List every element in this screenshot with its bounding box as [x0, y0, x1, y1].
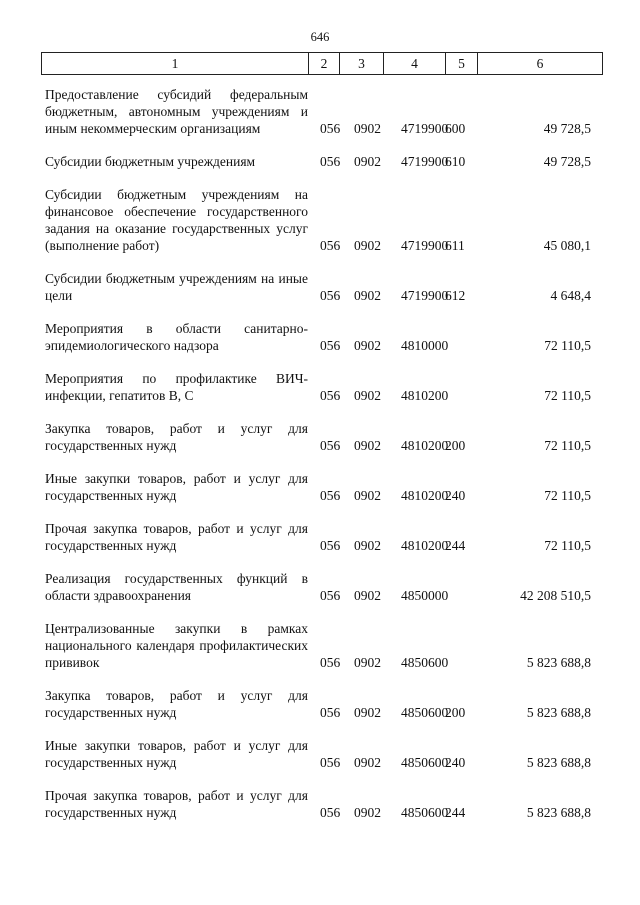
row-amount: 72 110,5 — [544, 438, 591, 453]
row-description: Предоставление субсидий федеральным бюджетным, автономным учреждениям и иным некоммерческим организациям — [45, 87, 308, 136]
table-row — [41, 86, 603, 137]
row-code-expense-type: 611 — [445, 238, 465, 253]
table-row — [41, 370, 603, 404]
row-code-target: 4850600 — [401, 705, 449, 720]
row-code-target: 4850600 — [401, 805, 449, 820]
row-code-target: 4719900 — [401, 154, 449, 169]
row-code-expense-type: 244 — [445, 805, 466, 820]
row-code-section: 0902 — [354, 154, 381, 169]
table-row — [41, 787, 603, 821]
row-code-target: 4810200 — [401, 438, 449, 453]
table-row — [41, 320, 603, 354]
row-code-target: 4719900 — [401, 288, 449, 303]
row-amount: 4 648,4 — [550, 288, 591, 303]
row-code-admin: 056 — [320, 288, 341, 303]
table-row — [41, 186, 603, 254]
row-amount: 5 823 688,8 — [526, 705, 591, 720]
header-col-6: 6 — [536, 56, 544, 71]
row-code-section: 0902 — [354, 288, 381, 303]
row-amount: 5 823 688,8 — [526, 755, 591, 770]
page-number: 646 — [310, 30, 330, 44]
header-col-4: 4 — [384, 53, 446, 74]
row-code-admin: 056 — [320, 655, 341, 670]
row-amount: 45 080,1 — [543, 238, 591, 253]
table-row — [41, 270, 603, 304]
row-description: Мероприятия в области санитарно-эпидемиологического надзора — [45, 321, 308, 353]
row-description: Закупка товаров, работ и услуг для государственных нужд — [45, 421, 308, 453]
row-code-section: 0902 — [354, 438, 381, 453]
header-col-5: 5 — [446, 53, 478, 74]
row-code-expense-type: 600 — [445, 121, 466, 136]
row-amount: 5 823 688,8 — [526, 655, 591, 670]
row-code-expense-type: 612 — [445, 288, 466, 303]
row-code-section: 0902 — [354, 238, 381, 253]
row-code-admin: 056 — [320, 705, 341, 720]
table-header — [41, 52, 603, 75]
row-description: Реализация государственных функций в области здравоохранения — [45, 571, 308, 603]
row-code-expense-type: 610 — [445, 154, 466, 169]
header-col-1: 1 — [42, 53, 309, 74]
row-code-admin: 056 — [320, 154, 341, 169]
row-description: Закупка товаров, работ и услуг для государственных нужд — [45, 688, 308, 720]
row-amount: 42 208 510,5 — [520, 588, 591, 603]
header-col-2: 2 — [309, 53, 340, 74]
row-code-section: 0902 — [354, 755, 381, 770]
row-code-expense-type: 200 — [445, 438, 466, 453]
row-code-admin: 056 — [320, 438, 341, 453]
row-code-target: 4810200 — [401, 538, 449, 553]
row-description: Субсидии бюджетным учреждениям — [45, 154, 256, 169]
table-row — [41, 153, 603, 170]
row-description: Прочая закупка товаров, работ и услуг для государственных нужд — [45, 521, 308, 553]
row-code-section: 0902 — [354, 705, 381, 720]
row-code-section: 0902 — [354, 538, 381, 553]
row-description: Иные закупки товаров, работ и услуг для государственных нужд — [45, 738, 308, 770]
row-code-expense-type: 200 — [445, 705, 466, 720]
row-code-section: 0902 — [354, 655, 381, 670]
row-description: Прочая закупка товаров, работ и услуг для государственных нужд — [45, 788, 308, 820]
row-code-section: 0902 — [354, 121, 381, 136]
row-amount: 49 728,5 — [543, 154, 591, 169]
row-description: Субсидии бюджетным учреждениям на финансовое обеспечение государственного задания на оказание государственных услуг (выполнение работ) — [45, 187, 308, 253]
row-code-admin: 056 — [320, 588, 341, 603]
row-code-section: 0902 — [354, 488, 381, 503]
row-code-expense-type: 240 — [445, 755, 466, 770]
row-amount: 72 110,5 — [544, 488, 591, 503]
row-amount: 72 110,5 — [544, 338, 591, 353]
row-code-admin: 056 — [320, 238, 341, 253]
table-row — [41, 570, 603, 604]
table-row — [41, 470, 603, 504]
table-row — [41, 420, 603, 454]
row-description: Централизованные закупки в рамках национального календаря профилактических прививок — [45, 621, 308, 670]
table-row — [41, 737, 603, 771]
row-code-target: 4810000 — [401, 338, 449, 353]
row-code-admin: 056 — [320, 488, 341, 503]
row-code-expense-type: 244 — [445, 538, 466, 553]
row-description: Мероприятия по профилактике ВИЧ-инфекции, гепатитов В, С — [45, 371, 308, 403]
row-code-target: 4810200 — [401, 488, 449, 503]
row-code-admin: 056 — [320, 388, 341, 403]
row-code-admin: 056 — [320, 755, 341, 770]
row-code-section: 0902 — [354, 388, 381, 403]
row-amount: 72 110,5 — [544, 388, 591, 403]
row-amount: 72 110,5 — [544, 538, 591, 553]
row-code-target: 4850000 — [401, 588, 449, 603]
row-code-expense-type: 240 — [445, 488, 466, 503]
row-code-admin: 056 — [320, 538, 341, 553]
row-amount: 49 728,5 — [543, 121, 591, 136]
header-col-3: 3 — [340, 53, 384, 74]
row-code-target: 4810200 — [401, 388, 449, 403]
row-code-target: 4850600 — [401, 655, 449, 670]
row-description: Субсидии бюджетным учреждениям на иные цели — [45, 271, 308, 303]
table-row — [41, 687, 603, 721]
row-code-target: 4719900 — [401, 121, 449, 136]
row-code-admin: 056 — [320, 805, 341, 820]
row-code-admin: 056 — [320, 338, 341, 353]
table-row — [41, 520, 603, 554]
row-code-section: 0902 — [354, 338, 381, 353]
row-amount: 5 823 688,8 — [526, 805, 591, 820]
row-code-target: 4719900 — [401, 238, 449, 253]
row-code-section: 0902 — [354, 588, 381, 603]
row-code-section: 0902 — [354, 805, 381, 820]
row-code-admin: 056 — [320, 121, 341, 136]
row-description: Иные закупки товаров, работ и услуг для государственных нужд — [45, 471, 308, 503]
table-body — [41, 86, 603, 837]
table-row — [41, 620, 603, 671]
row-code-target: 4850600 — [401, 755, 449, 770]
